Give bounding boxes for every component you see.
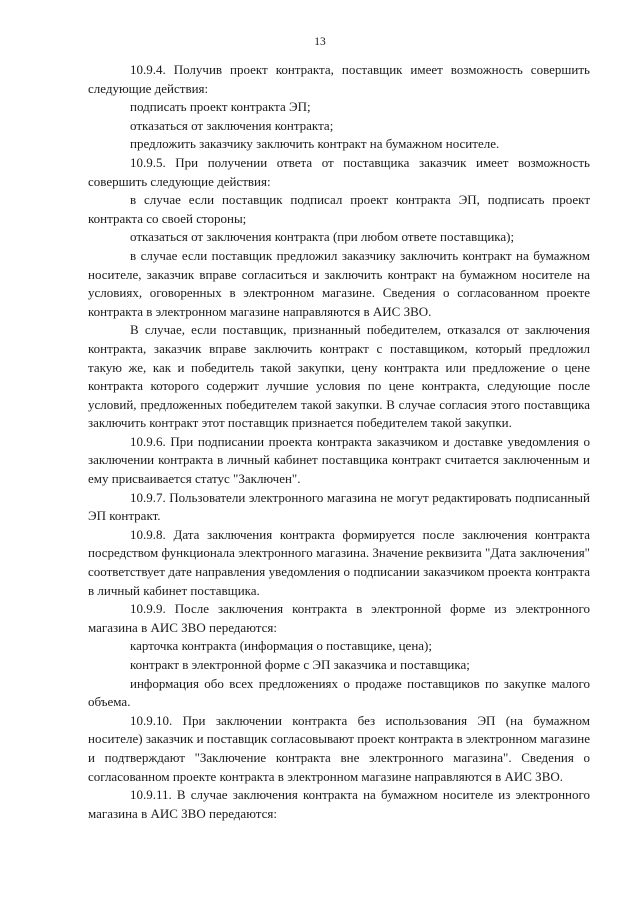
paragraph-10-9-11: 10.9.11. В случае заключения контракта на бумажном носителе из электронного магазина в АИС ЗВО передаются: (88, 787, 590, 821)
list-item-customer-refuse: отказаться от заключения контракта (при любом ответе поставщика); (130, 229, 515, 245)
paragraph-10-9-8: 10.9.8. Дата заключения контракта формируется после заключения контракта посредством функционала электронного магазина. Значение реквизита "Дата заключения" соответствует дате направления уведомления о подписании заказчиком проекта контракта в личный кабинет поставщика. (88, 526, 590, 598)
document-body (88, 61, 590, 823)
paragraph-10-9-10: 10.9.10. При заключении контракта без использования ЭП (на бумажном носителе) заказчик и поставщик согласовывают проект контракта в электронном магазине и подтверждают "Заключение контракта вне электронного магазина". Сведения о согласованном проекте контракта в электронном магазине направляются в АИС ЗВО. (88, 712, 590, 784)
paragraph-10-9-4: 10.9.4. Получив проект контракта, поставщик имеет возможность совершить следующие действия: (88, 62, 590, 96)
list-item-offers-info: информация обо всех предложениях о продаже поставщиков по закупке малого объема. (88, 675, 590, 710)
paragraph-10-9-5: 10.9.5. При получении ответа от поставщика заказчик имеет возможность совершить следующие действия: (88, 154, 590, 189)
list-item-refuse-contract: отказаться от заключения контракта; (130, 117, 334, 133)
list-item-customer-sign: в случае если поставщик подписал проект контракта ЭП, подписать проект контракта со своей стороны; (88, 192, 590, 226)
paragraph-winner-refusal: В случае, если поставщик, признанный победителем, отказался от заключения контракта, заказчик вправе заключить контракт с поставщиком, который предложил такую же, как и победитель такой закупки, цену контракта или предложение о цене контракта которого содержит лучшие условия по цене контракта, следующие после условий, предложенных победителем такой закупки. В случае согласия этого поставщика заключить контракт этот поставщик признается победителем такой закупки. (88, 322, 590, 431)
list-item-contract-card: карточка контракта (информация о поставщике, цена); (130, 638, 432, 654)
list-item-offer-paper: предложить заказчику заключить контракт на бумажном носителе. (130, 136, 500, 152)
list-item-sign-project: подписать проект контракта ЭП; (130, 99, 311, 115)
paragraph-10-9-9: 10.9.9. После заключения контракта в электронной форме из электронного магазина в АИС ЗВО передаются: (88, 601, 590, 635)
page-number: 13 (314, 36, 326, 48)
paragraph-10-9-7: 10.9.7. Пользователи электронного магазина не могут редактировать подписанный ЭП контракт. (88, 489, 590, 524)
list-item-electronic-contract: контракт в электронной форме с ЭП заказчика и поставщика; (130, 657, 470, 672)
list-item-customer-paper: в случае если поставщик предложил заказчику заключить контракт на бумажном носителе, заказчик вправе согласиться и заключить контракт на бумажном носителе на условиях, оговоренных в электронном магазине. Сведения о согласованном проекте контракта в электронном магазине направляются в АИС ЗВО. (88, 247, 590, 319)
paragraph-10-9-6: 10.9.6. При подписании проекта контракта заказчиком и доставке уведомления о заключении контракта в личный кабинет поставщика контракт считается заключенным и ему присваивается статус "Заключен". (88, 433, 590, 487)
